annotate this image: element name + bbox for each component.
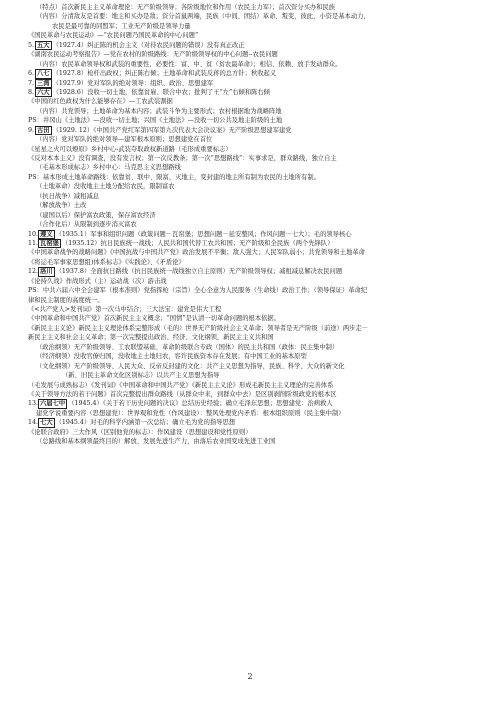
- text-line: [28, 126, 486, 135]
- text-line: [28, 220, 486, 229]
- line-text: 《中国革命战争的战略问题》《中国抗战与中国共产党》政治发展不平衡；敌人强大；人民军队弱小；共党领导和土地革命: [28, 249, 365, 257]
- line-text: 《关于领导方法的若干问题》首次完整提出群众路线（从群众中来，到群众中去）是区别剥削阶级政党的根本区: [28, 390, 337, 398]
- text-line: [28, 362, 486, 371]
- item-number: 14.: [28, 419, 39, 427]
- text-line: [28, 314, 486, 323]
- line-text: （经济纲领）没收官僚归国，没收地主土地归农，容许民族资本存在发展；有中国工业的基本原型: [36, 353, 307, 361]
- line-text: （1937.8）全面抗日路线（抗日民族统一战线独立自主原则）无产阶级领导权；减租减息解决农民问题: [55, 268, 343, 276]
- line-text: 《中国的红色政权为什么能够存在》—工农武装割据: [28, 98, 173, 106]
- text-line: [28, 192, 486, 201]
- text-line: [28, 88, 486, 97]
- line-text: （土地革命）没收地主土地分配给农民，限制富农: [36, 183, 175, 191]
- text-line: [28, 173, 486, 182]
- line-text: 农民是最可靠的同盟军；工业无产阶级是领导力量: [52, 22, 191, 30]
- text-line: [28, 41, 486, 50]
- text-line: [28, 277, 486, 286]
- line-text: （1929. 12）《中国共产党红军第四军第九次代表大会决议案》无产阶级思想建军建党: [52, 126, 292, 134]
- text-line: [28, 324, 486, 333]
- item-number: 7.: [28, 79, 35, 87]
- line-text: （特点）首次新民主主义革命理论：无产阶级领导；各阶级地位和作用（农民主力军）；首次资分买办和民族: [36, 4, 336, 11]
- line-text: （1945.4）对毛的科学内涵第一次总结；确立毛为党的指导思想: [55, 419, 236, 427]
- text-line: [28, 418, 486, 427]
- text-line: [28, 399, 486, 408]
- meeting-label: 八七: [37, 70, 50, 78]
- meeting-label: 遵义: [40, 230, 53, 238]
- line-text: （文化纲领）无产阶级领导、人民大众、反帝反封建的文化：共产主义思想为指导，民族、科学、大众的新文化: [36, 362, 345, 370]
- line-text: 《国民革命与农民运动》—“农民问题乃国民革命的中心问题”: [28, 32, 199, 40]
- text-line: [28, 107, 486, 116]
- line-text: PS：基本形成土地革命路线：依靠贫、联中、限富、灭地主，变封建的地主所有制为农民的土地所有制。: [28, 173, 320, 181]
- item-number: 6.: [28, 70, 35, 78]
- line-text: （合作化后）从限制到逐步消灭富农: [36, 221, 137, 229]
- line-text: 《湖南农民运动考察报告》—党在农村的阶级路线：无产阶级领导权的中心问题--农民问题: [28, 51, 278, 59]
- line-text: PS：井冈山《土地法》—没收一切土地；兴国《土地法》—没收一切公共及地主阶级的土地: [28, 117, 283, 125]
- line-text: （解放战争）土改: [36, 202, 87, 210]
- text-line: [28, 409, 486, 418]
- text-line: [28, 352, 486, 361]
- text-line: [28, 3, 486, 12]
- text-line: [28, 97, 486, 106]
- line-text: （新、旧民主革命文化区别标志）以共产主义思想为指导: [62, 372, 220, 380]
- line-text: （建国以后）保护富农政策，保存富农经济: [36, 211, 156, 219]
- meeting-label: 瓦窑堡: [40, 239, 59, 247]
- item-number: 11.: [28, 239, 39, 247]
- text-line: [28, 145, 486, 154]
- text-line: [28, 69, 486, 78]
- line-text: 《论联合政府》三大作风（区别他党的标志）：作风建设（思想建设和党性原则）: [28, 428, 252, 436]
- line-text: PS：中共六届六中全会建军（根本准则）党指挥枪（宗旨）全心全意为人民服务（生命线）政治工作；（领导保证）革命纪: [28, 287, 368, 295]
- text-line: [28, 12, 486, 21]
- line-text: 《中国革命和中国共产党》首次新民主主义概念；“国情”是认清一切革命问题的根本依据。: [28, 315, 281, 323]
- line-text: 《新民主主义论》新民主主义理论体系完整形成（毛的）世界无产阶级社会主义革命；领导者是无产阶级（前途）两步走－: [28, 324, 369, 332]
- meeting-label: 三湾: [37, 79, 50, 87]
- text-line: [28, 267, 486, 276]
- text-line: [28, 163, 486, 172]
- meeting-label: 古田: [37, 126, 50, 134]
- text-line: [28, 305, 486, 314]
- text-line: [28, 248, 486, 257]
- meeting-label: 五大: [37, 41, 50, 49]
- page-number: 2: [247, 672, 253, 681]
- item-number: 8.: [28, 88, 35, 96]
- text-line: [28, 258, 486, 267]
- line-text: （内容）党对军队的绝对领导—建军根本原则；思想建党在首位: [36, 136, 213, 144]
- line-text: （内容）分清敌友是首要：地主和买办是敌；资分首鼠两端，民族（中间、团结）革命、叛变，彼此，小资是基本动力，: [36, 13, 370, 21]
- text-line: [28, 201, 486, 210]
- line-text: 建党学说重要内容（思想建党）：世界观和党性（作风建设）：整风处理党内矛盾：根本组织原则（民主集中制）: [36, 409, 345, 417]
- meeting-label: 六大: [37, 88, 50, 96]
- line-text: 《星星之火可以燎原》乡村中心-武装夺取政权新道路（毛形成重要标志）: [28, 145, 232, 153]
- line-text: 《反对本本主义》没有调查，没有发言权；第一次反教条；第一次“思想路线”：实事求是，群众路线，独立自主: [28, 155, 337, 162]
- line-text: （1945.4）《关于若干历史问题的决议》总结历史经验；确立毛泽东思想；思想建党：治病救人: [68, 400, 333, 408]
- text-line: [28, 50, 486, 59]
- text-line: [28, 286, 486, 295]
- meeting-label: 七大: [40, 419, 53, 427]
- line-text: （1935.1）军事和组织问题（政策问题－瓦窑堡；思想问题－延安整风；作风问题－七大）；毛的领导核心: [55, 230, 352, 238]
- text-line: [28, 154, 486, 163]
- text-line: [28, 31, 486, 40]
- line-text: （毛发展与成熟标志）《发刊词》《中国革命和中国共产党》《新民主主义论》形成毛新民主主义理论的完善体系: [28, 381, 334, 389]
- line-text: （内容）农民革命领导权和武装的重要性，必要性：富、中、贫（贫农最革命）；相信、依赖、放手发动群众。: [36, 60, 342, 68]
- text-line: [28, 390, 486, 399]
- text-line: [28, 182, 486, 191]
- text-line: [28, 239, 486, 248]
- meeting-label: 六届七中: [40, 400, 66, 408]
- text-line: [28, 230, 486, 239]
- line-text: 《将运毛军事家思想组)体系标志》《实践论》、《矛盾论》: [28, 258, 185, 266]
- text-line: [28, 60, 486, 69]
- line-text: （1935.12）抗日民族统一战线；人民共和国代替工农共和国；无产阶级和全民族（两个先锋队）: [61, 239, 334, 247]
- item-number: 13.: [28, 400, 39, 408]
- item-number: 12.: [28, 268, 39, 276]
- line-text: （毛基本形成标志）乡村中心：马克思主义思想路线: [36, 164, 181, 172]
- line-text: （1927.8）枪杆出政权；纠正陈右倾；土地革命和武装反蒋的总方针；秋收起义: [52, 70, 277, 78]
- text-line: [28, 116, 486, 125]
- item-number: 10.: [28, 230, 39, 238]
- text-line: [28, 371, 486, 380]
- line-text: 律和民主制度的高度统一。: [28, 296, 104, 304]
- text-line: [28, 135, 486, 144]
- line-text: 《<共产党人>发刊词》第一次马中结合；三大法宝：建党是伟大工程: [28, 306, 222, 313]
- line-text: （总路线和基本纲领最终目的）解放、发展先进生产力，由落后农业国变成先进工业国: [36, 438, 276, 446]
- text-line: [28, 211, 486, 220]
- text-line: [28, 381, 486, 390]
- text-line: [28, 333, 486, 342]
- line-text: （内容）共党领导；土地革命为基本内容；武装斗争为主要形式；农村根据地为战略阵地: [36, 107, 282, 115]
- text-line: [28, 343, 486, 352]
- line-text: （政治纲领）无产阶级领导、工农联盟基础、革命阶级联合专政（国体）的民主共和国（政体：民主集中制）: [36, 343, 339, 351]
- line-text: （抗日战争）减租减息: [36, 192, 99, 200]
- text-line: [28, 22, 486, 31]
- text-line: [28, 428, 486, 437]
- line-text: 新民主主义和社会主义革命；第一次完整提出政治、经济、文化纲领，新民主主义共和国: [28, 334, 274, 342]
- item-number: 9.: [28, 126, 35, 134]
- line-text: （1928.6）没收一切土地，依靠贫雇、联合中农；批判了王“左”右倾和陈右倾: [52, 88, 270, 96]
- text-line: [28, 296, 486, 305]
- meeting-label: 洛川: [40, 268, 53, 276]
- line-text: 《论持久战》作战形式（主）运动战（次）游击战: [28, 277, 167, 285]
- line-text: （1927.4）纠正陈的机会主义（对待农民问题的错误）没有真正改正: [52, 41, 245, 49]
- item-number: 5.: [28, 41, 35, 49]
- text-line: [28, 437, 486, 446]
- line-text: （1927.9）党对军队的绝对领导：组织、政治、思想建军: [52, 79, 214, 87]
- text-line: [28, 79, 486, 88]
